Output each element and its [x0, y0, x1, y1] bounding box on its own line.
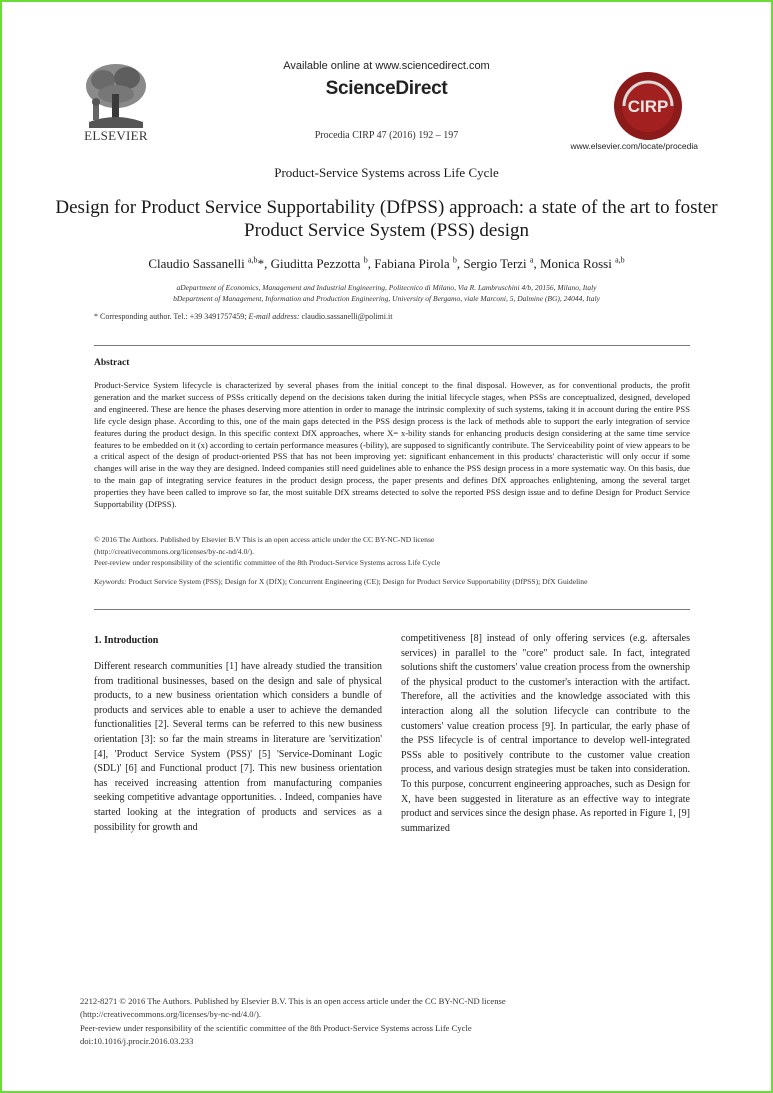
page-footer: 2212-8271 © 2016 The Authors. Published by Elsevier B.V. This is an open access article under the CC BY-NC-ND license (http://creativecommons.org/licenses/by-nc-nd/4.0/). Peer-review under responsibility of the scientific committee of the 8th Product-Service Systems across Life Cycle doi:10.1016/j.procir.2016.03.233: [80, 995, 700, 1049]
body-text-left-column: Different research communities [1] have already studied the transition from traditional businesses, based on the design and sale of physical products, to a new business orientation which considers a bundle of products and services able to enable a user to achieve the demanded functionalities [2]. Several terms can be referred to this new business orientation [3]: so far the main streams in literature are 'servitization' [4], 'Product Service System (PSS)' [5] 'Service-Dominant Logic (SDL)' [6] and Functional product [7]. This new business orientation has received increasing attention from manufacturing companies seeking competitive advantage opportunities. . Indeed, companies have started looking at the integration of products and services as a possibility for growth and: [94, 661, 382, 833]
cirp-logo: [612, 70, 684, 142]
footer-license-link[interactable]: (http://creativecommons.org/licenses/by-nc-nd/4.0/).: [80, 1009, 261, 1020]
author: Fabiana Pirola $^b$,: [374, 256, 464, 272]
author: Monica Rossi $^{a,b}$: [539, 256, 625, 272]
author: Claudio Sassanelli $^{a,b}$*,: [148, 256, 271, 272]
affiliation-a: aDepartment of Economics, Management and Industrial Engineering, Politecnico di Milano, Via R. Lambruschini 4/b, 20156, Milano, Italy: [176, 283, 597, 292]
journal-info: Procedia CIRP 47 (2016) 192 – 197: [314, 130, 459, 141]
article-page: [2, 2, 771, 1091]
body-text-right-column: competitiveness [8] instead of only offering services (e.g. aftersales services) in parallel to the "core" product sale. In fact, integrated solutions shift the customers' value creation process from the ownership of the physical product to the customer's interaction with the artifact. Therefore, all the activities and the knowledge associated with this interaction along all the solution lifecycle can contribute to the customers' value creation process [9]. In particular, the early phase of the PSS lifecycle is of central importance to develop well-integrated PSSs able to positively contribute to the customer value creation process, and various design strategies must be taken into consideration. To this purpose, concurrent engineering approaches, such as Design for X, have been suggested in literature as an effective way to integrate product and services since the design phase. As reported in Figure 1, [9] summarized: [401, 633, 690, 834]
sciencedirect-brand: ScienceDirect: [325, 78, 448, 99]
keywords-label: Keywords:: [94, 577, 127, 586]
author: Sergio Terzi $^a$,: [463, 256, 540, 272]
abstract-heading: Abstract: [94, 358, 130, 368]
author-list: [2, 256, 771, 272]
conference-name: Product-Service Systems across Life Cycle: [274, 165, 499, 180]
author: Giuditta Pezzotta $^b$,: [270, 256, 375, 272]
affiliation-b: bDepartment of Management, Information and Production Engineering, University of Bergamo, viale Marconi, 5, Dalmine (BG), 24044, Italy: [173, 294, 600, 303]
divider: [94, 345, 690, 346]
available-online-text: Available online at www.sciencedirect.com: [283, 60, 490, 72]
elsevier-wordmark: ELSEVIER: [84, 128, 148, 143]
license-notice: © 2016 The Authors. Published by Elsevier B.V This is an open access article under the CC BY-NC-ND license (http://creativecommons.org/licenses/by-nc-nd/4.0/). Peer-review under responsibility of the scientific committee of the 8th Product-Service Systems across Life Cycle: [94, 534, 690, 569]
divider: [94, 609, 690, 610]
doi[interactable]: doi:10.1016/j.procir.2016.03.233: [80, 1036, 194, 1047]
license-link[interactable]: (http://creativecommons.org/licenses/by-nc-nd/4.0/).: [94, 546, 254, 556]
paper-title: Design for Product Service Supportability (DfPSS) approach: a state of the art to foster Product Service System (PSS) design: [55, 197, 718, 241]
corresponding-author: * Corresponding author. Tel.: +39 3491757459; E-mail address: claudio.sassanelli@polimi.it: [94, 312, 393, 321]
cirp-logo-text: CIRP: [627, 97, 669, 116]
procedia-url[interactable]: www.elsevier.com/locate/procedia: [570, 141, 698, 151]
keywords: Keywords: Product Service System (PSS); Design for X (DfX); Concurrent Engineering (CE); Design for Product Service Supportability (DfPSS); DfX Guideline: [94, 577, 588, 586]
section-heading: 1. Introduction: [94, 635, 159, 646]
abstract-text: Product-Service System lifecycle is characterized by several phases from the initial concept to the final disposal. However, as for conventional products, the profit generation and the market success of PSSs critically depend on the decisions taken during the initial lifecycle stages, when PSSs are conceptualized, designed, developed and engineered. These are hence the phases deserving more attention in order to manage the intrinsic complexity of such systems, taking it in account during the entire PSS life cycle design phase. According to this, one of the main gaps detected in the PSS design process is the lack of methods able to support the early integration of service features during the product design. In this specific context DfX approaches, where X= x-bility stands for enhancing products design considering at the same time service features to be embedded on it (x) according to certain performance measures (-bility), are supposed to significantly contribute. The Serviceability point of view appears to be a critical aspect of the design of product-oriented PSS that has not been improving yet: significant enhancement in this products' characteristic will only occur if some changes will arise in the way they are designed. Indeed companies still need guidelines able to enhance the PSS design process in a more systematic way. On this basis, due to the main gap of integrating service features in the product design process, the paper presents and defines DfX approaches enlightening, among the several target properties they have been called to improve so far, the most suitable DfX streams detected to solve the reported PSS design issue and to define Design for Product Service Supportability (DfPSS).: [94, 380, 690, 510]
email-link[interactable]: claudio.sassanelli@polimi.it: [301, 312, 393, 321]
